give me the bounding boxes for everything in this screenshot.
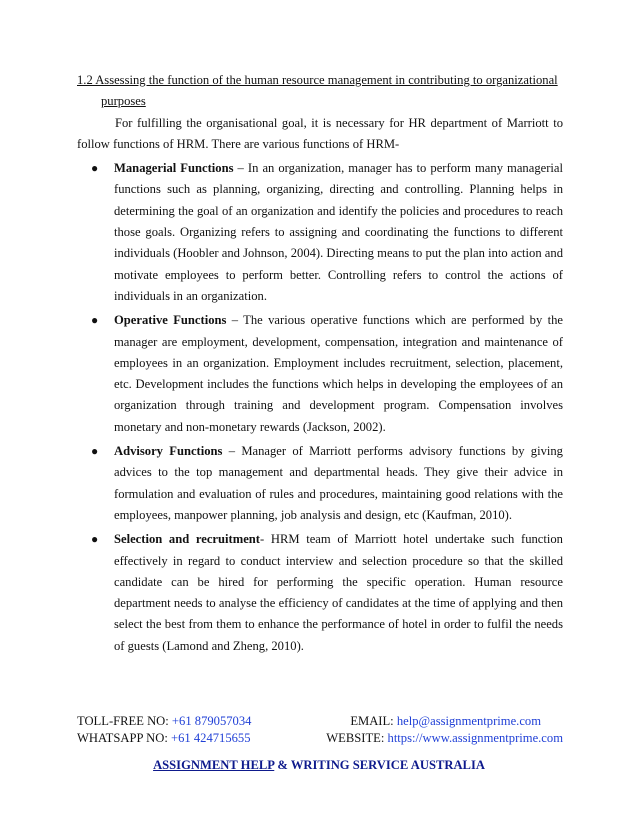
function-term: Operative Functions bbox=[114, 313, 227, 328]
whatsapp-contact bbox=[77, 730, 251, 747]
list-item bbox=[77, 158, 563, 307]
function-description: – The various operative functions which are performed by the manager are employment, development, compensation, integration and maintenance of employees in an organization. Employment includes recruitment, selection, placement, etc. Development includes the functions which helps in developing the employees of an organization through training and development program. Compensation involves monetary and non-monetary rewards (Jackson, 2002). bbox=[114, 313, 563, 434]
bullet-icon: ● bbox=[91, 532, 99, 547]
whatsapp-label: WHATSAPP NO: bbox=[77, 731, 171, 745]
website-link[interactable]: https://www.assignmentprime.com bbox=[387, 731, 563, 745]
email-contact bbox=[350, 713, 541, 730]
email-label: EMAIL: bbox=[350, 714, 397, 728]
section-heading-line2: purposes bbox=[101, 94, 146, 109]
footer-row-2 bbox=[77, 730, 563, 747]
footer-row-1 bbox=[77, 713, 563, 730]
website-label: WEBSITE: bbox=[326, 731, 388, 745]
function-term: Advisory Functions bbox=[114, 444, 223, 459]
function-description: – In an organization, manager has to perform many managerial functions such as planning, organizing, directing and controlling. Planning helps in determining the goal of an organization and identify the policies and procedures to reach those goals. Organizing refers to assigning and coordinating the functions to different individuals (Hoobler and Johnson, 2004). Directing means to put the plan into action and motivate employees to perform better. Controlling refers to control the actions of individuals in an organization. bbox=[114, 161, 563, 303]
document-body bbox=[77, 70, 563, 657]
bullet-icon: ● bbox=[91, 161, 99, 176]
tollfree-label: TOLL-FREE NO: bbox=[77, 714, 172, 728]
tollfree-number-link[interactable]: +61 879057034 bbox=[171, 714, 252, 728]
function-description: - HRM team of Marriott hotel undertake such function effectively in regard to conduct interview and selection procedure so that the skilled candidate can be hired for performing the specific operation. Human resource department needs to analyse the efficiency of candidates at the time of applying and then select the best from them to enhance the performance of hotel in order to fulfil the needs of guests (Lamond and Zheng, 2010). bbox=[114, 532, 563, 653]
intro-paragraph: For fulfilling the organisational goal, it is necessary for HR department of Marriott to follow functions of HRM. There are various functions of HRM- bbox=[77, 115, 563, 151]
tagline-rest: & WRITING SERVICE AUSTRALIA bbox=[274, 758, 485, 772]
list-item bbox=[77, 441, 563, 526]
function-description: – Manager of Marriott performs advisory functions by giving advices to the top management and departmental heads. They give their advice in formulation and evaluation of rules and procedures, maintaining good relations with the employees, manpower planning, job analysis and design, etc (Kaufman, 2010). bbox=[114, 444, 563, 522]
contact-footer bbox=[77, 713, 563, 747]
tollfree-contact bbox=[77, 713, 251, 730]
whatsapp-number-link[interactable]: +61 424715655 bbox=[171, 731, 251, 745]
hrm-functions-list bbox=[77, 158, 563, 657]
email-link[interactable]: help@assignmentprime.com bbox=[396, 714, 541, 728]
section-heading bbox=[77, 70, 563, 113]
list-item bbox=[77, 310, 563, 438]
service-tagline bbox=[0, 758, 638, 773]
website-contact bbox=[326, 730, 563, 747]
function-term: Selection and recruitment bbox=[114, 532, 260, 547]
section-heading-line1: 1.2 Assessing the function of the human resource management in contributing to organizational bbox=[77, 73, 558, 87]
assignment-help-link[interactable]: ASSIGNMENT HELP bbox=[153, 758, 275, 772]
bullet-icon: ● bbox=[91, 444, 99, 459]
bullet-icon: ● bbox=[91, 313, 99, 328]
list-item bbox=[77, 529, 563, 657]
function-term: Managerial Functions bbox=[114, 161, 234, 176]
